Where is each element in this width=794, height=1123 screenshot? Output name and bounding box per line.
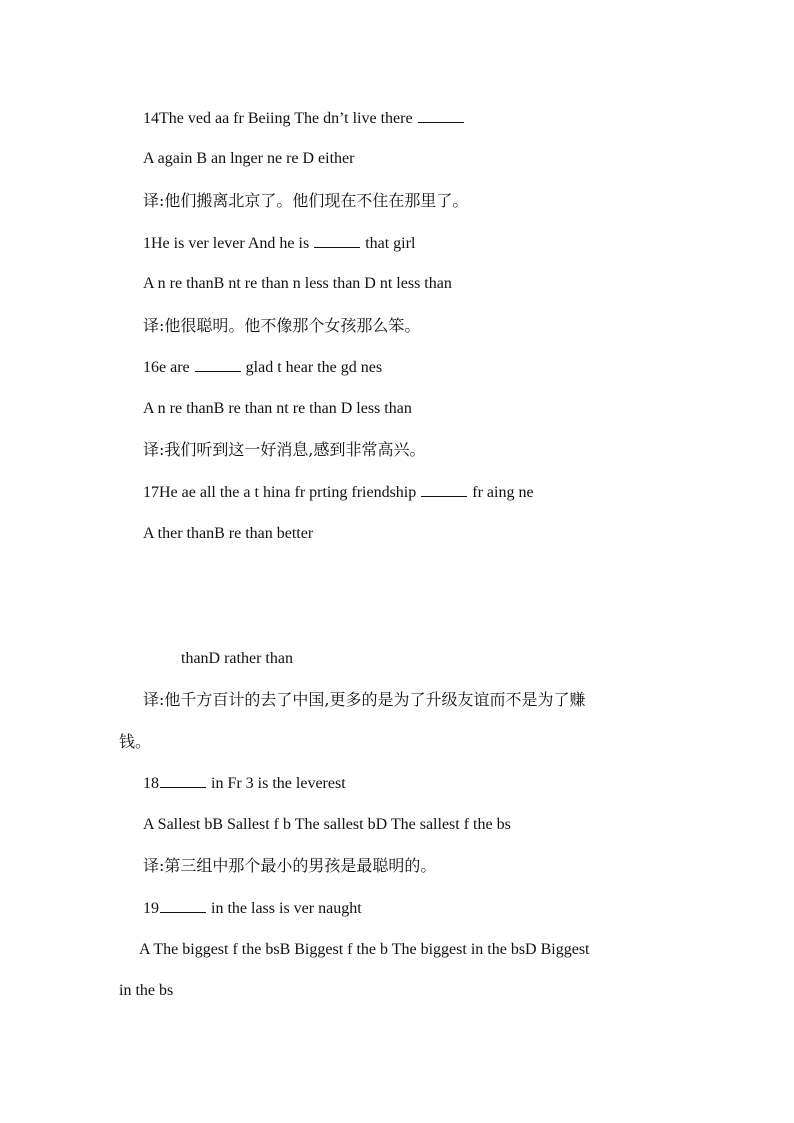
answer-blank	[418, 108, 464, 123]
question-17-translation: 译:他千方百计的去了中国,更多的是为了升级友谊而不是为了赚	[143, 690, 586, 709]
question-number: 1	[143, 235, 151, 252]
question-19-stem	[143, 898, 362, 919]
stem-text: The ved aa fr Beiing The dn’t live there	[159, 110, 417, 127]
question-number: 17	[143, 484, 159, 501]
question-number: 19	[143, 900, 159, 917]
question-15-options: A n re thanB nt re than n less than D nt less than	[143, 275, 452, 292]
question-16-stem	[143, 357, 382, 378]
answer-blank	[195, 357, 241, 372]
stem-text: He ae all the a t hina fr prting friendship	[159, 484, 421, 501]
question-18-stem	[143, 773, 346, 794]
question-14-translation: 译:他们搬离北京了。他们现在不住在那里了。	[143, 191, 469, 210]
question-14-options: A again B an lnger ne re D either	[143, 150, 355, 167]
question-17-stem	[143, 482, 534, 503]
question-18-options: A Sallest bB Sallest f b The sallest bD The sallest f the bs	[143, 816, 511, 833]
question-number: 16	[143, 359, 159, 376]
answer-blank	[160, 773, 206, 788]
question-14-stem	[143, 108, 465, 129]
question-16-translation: 译:我们听到这一好消息,感到非常高兴。	[143, 440, 426, 459]
question-17-translation-continued: 钱。	[119, 732, 152, 751]
stem-text: glad t hear the gd nes	[241, 359, 383, 376]
stem-text: He is ver lever And he is	[151, 235, 314, 252]
stem-text: in the lass is ver naught	[207, 900, 362, 917]
question-17-options: A ther thanB re than better	[143, 525, 314, 542]
answer-blank	[421, 482, 467, 497]
question-17-options-continued: thanD rather than	[181, 650, 293, 667]
stem-text: e are	[159, 359, 194, 376]
stem-text: in Fr 3 is the leverest	[207, 775, 346, 792]
question-number: 14	[143, 110, 159, 127]
stem-text: that girl	[361, 235, 416, 252]
question-15-translation: 译:他很聪明。他不像那个女孩那么笨。	[143, 316, 421, 335]
answer-blank	[160, 898, 206, 913]
question-19-options-continued: in the bs	[119, 982, 174, 999]
question-16-options: A n re thanB re than nt re than D less than	[143, 400, 412, 417]
question-15-stem	[143, 233, 415, 254]
question-18-translation: 译:第三组中那个最小的男孩是最聪明的。	[143, 856, 437, 875]
question-19-options: A The biggest f the bsB Biggest f the b The biggest in the bsD Biggest	[139, 941, 590, 958]
stem-text: fr aing ne	[468, 484, 534, 501]
question-number: 18	[143, 775, 159, 792]
answer-blank	[314, 233, 360, 248]
